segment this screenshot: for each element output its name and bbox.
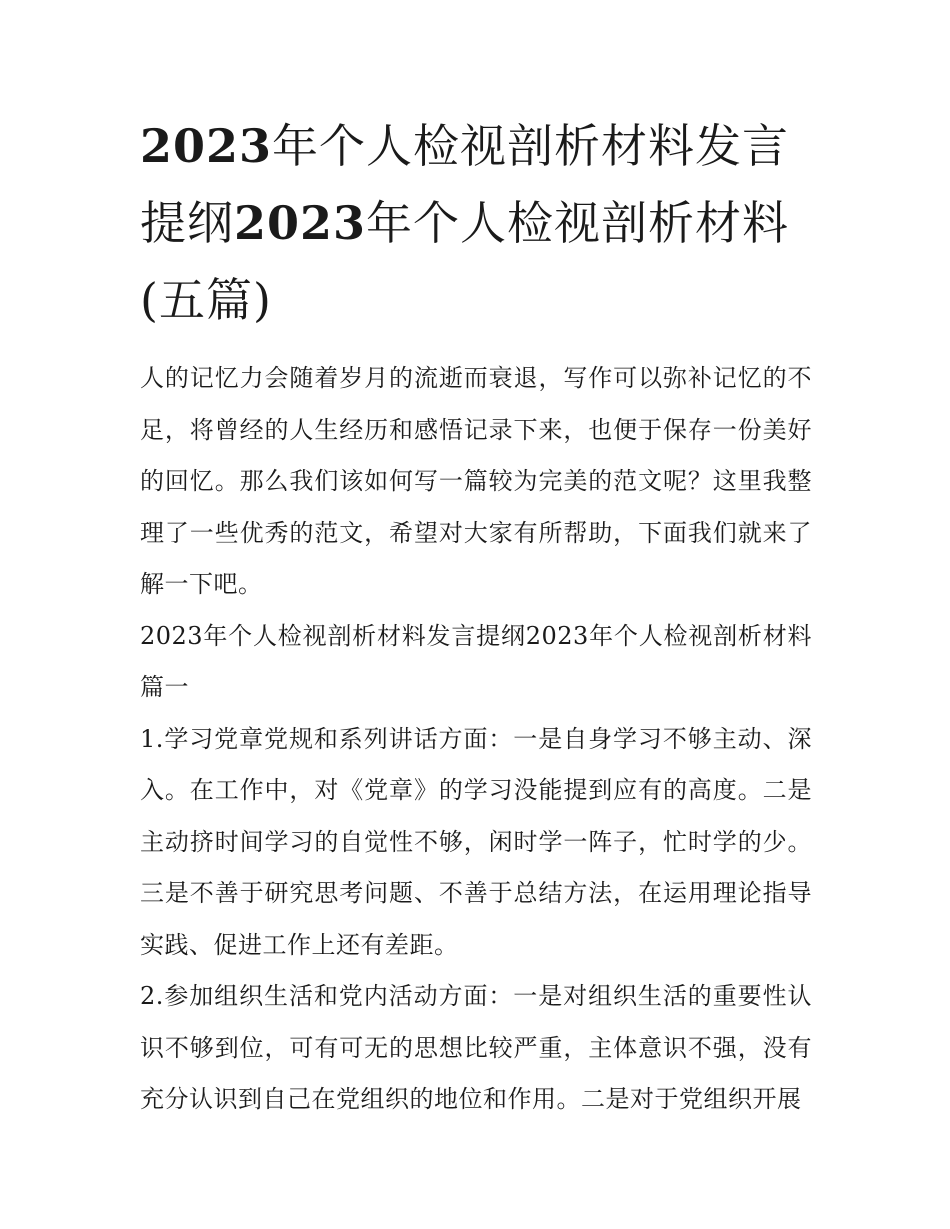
title-year-2: 2023: [234, 196, 367, 250]
intro-paragraph: 人的记忆力会随着岁月的流逝而衰退，写作可以弥补记忆的不足，将曾经的人生经历和感悟记录下来，也便于保存一份美好的回忆。那么我们该如何写一篇较为完美的范文呢？这里我整理了一些优秀的范文，希望对大家有所帮助，下面我们就来了解一下吧。: [140, 364, 812, 598]
paragraph-organization: 2.参加组织生活和党内活动方面：一是对组织生活的重要性认识不够到位，可有可无的思想比较严重，主体意识不强，没有充分认识到自己在党组织的地位和作用。二是对于党组织开展: [140, 982, 812, 1113]
document-page: [140, 108, 812, 1126]
section-heading: 2023年个人检视剖析材料发言提纲2023年个人检视剖析材料篇一: [140, 621, 812, 701]
document-title: [140, 108, 812, 339]
title-text-1: 年个人检视剖析材料发言提纲: [140, 119, 790, 250]
title-text-2: 年个人检视剖析材料(五篇): [140, 196, 790, 327]
paragraph-study: 1.学习党章党规和系列讲话方面：一是自身学习不够主动、深入。在工作中，对《党章》的学习没能提到应有的高度。二是主动挤时间学习的自觉性不够，闲时学一阵子，忙时学的少。三是不善于研究思考问题、不善于总结方法，在运用理论指导实践、促进工作上还有差距。: [140, 724, 812, 959]
title-year-1: 2023: [140, 119, 273, 173]
